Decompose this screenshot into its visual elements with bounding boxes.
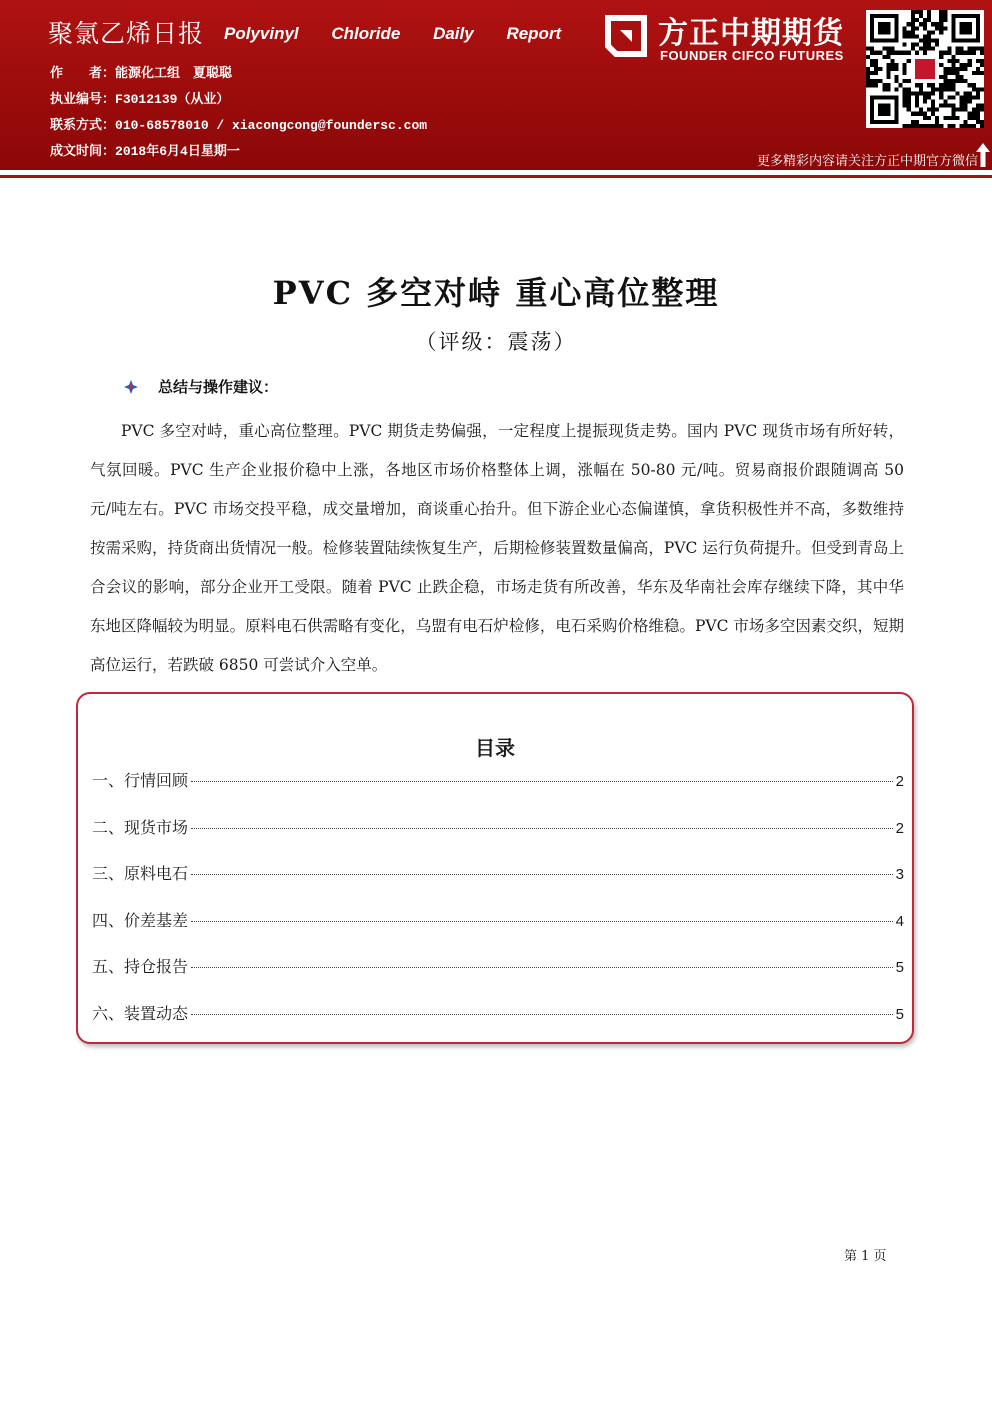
contact-line <box>50 114 427 133</box>
toc-item-page: 2 <box>895 773 904 790</box>
author-line <box>50 62 232 81</box>
header-title-en-word: Chloride <box>331 24 401 43</box>
toc-item-spot-market[interactable] <box>92 815 904 839</box>
founder-logo-icon <box>604 12 648 60</box>
page-number: 第 1 页 <box>844 1249 887 1264</box>
date-label: 成文时间： <box>50 144 116 159</box>
header-title-cn: 聚氯乙烯日报 <box>48 19 205 48</box>
summary-heading-text: 总结与操作建议： <box>158 378 279 396</box>
toc-item-page: 3 <box>895 866 904 883</box>
toc-item-label: 二、现货市场 <box>92 818 189 837</box>
contact-label: 联系方式： <box>50 118 116 133</box>
date-line <box>50 140 240 159</box>
date-value: 2018年6月4日星期一 <box>115 144 240 159</box>
toc-item-calcium-carbide[interactable] <box>92 861 904 885</box>
header-title-en-word: Report <box>506 24 562 43</box>
bullet-diamond-icon <box>124 380 138 394</box>
toc-leader-dots <box>191 781 893 782</box>
arrow-up-icon <box>975 142 991 168</box>
toc-leader-dots <box>191 921 893 922</box>
toc-item-label: 五、持仓报告 <box>92 957 189 976</box>
logo-name-cn: 方正中期期货 <box>658 16 844 51</box>
report-rating: （评级：震荡） <box>415 330 577 354</box>
license-line <box>50 88 229 107</box>
summary-heading <box>124 376 278 397</box>
toc-item-page: 5 <box>895 1006 904 1023</box>
header-divider <box>0 175 992 178</box>
toc-leader-dots <box>191 874 893 875</box>
license-label: 执业编号： <box>50 92 116 107</box>
toc-leader-dots <box>191 828 893 829</box>
summary-paragraph: PVC 多空对峙，重心高位整理。PVC 期货走势偏强，一定程度上提振现货走势。国内 PVC 现货市场有所好转，气氛回暖。PVC 生产企业报价稳中上涨，各地区市场价格整体上调，涨幅在 50-80 元/吨。贸易商报价跟随调高 50 元/吨左右。PVC 市场交投平稳，成交量增加，商谈重心抬升。但下游企业心态偏谨慎，拿货积极性并不高，多数维持按需采购，持货商出货情况一般。检修装置陆续恢复生产，后期检修装置数量偏高，PVC 运行负荷提升。但受到青岛上合会议的影响，部分企业开工受限。随着 PVC 止跌企稳，市场走货有所改善，华东及华南社会库存继续下降，其中华东地区降幅较为明显。原料电石供需略有变化，乌盟有电石炉检修，电石采购价格维稳。PVC 市场多空因素交织，短期高位运行，若跌破 6850 可尝试介入空单。 <box>90 422 904 674</box>
toc-item-label: 三、原料电石 <box>92 864 189 883</box>
toc-item-label: 四、价差基差 <box>92 911 189 930</box>
toc-title: 目录 <box>475 736 515 760</box>
contact-value: 010-68578010 / xiacongcong@foundersc.com <box>115 118 428 133</box>
follow-wechat-text: 更多精彩内容请关注方正中期官方微信 <box>756 154 978 169</box>
toc-item-plant-updates[interactable] <box>92 1001 904 1025</box>
toc-item-label: 一、行情回顾 <box>92 771 189 790</box>
toc-item-label: 六、装置动态 <box>92 1004 189 1023</box>
header-title-en-word: Daily <box>433 24 474 43</box>
wechat-qr-code-icon[interactable] <box>866 10 984 128</box>
toc-item-page: 4 <box>895 913 904 930</box>
author-value: 能源化工组 夏聪聪 <box>115 66 233 81</box>
table-of-contents <box>76 692 914 1044</box>
header-title-en <box>224 24 575 44</box>
author-label: 作 者： <box>50 66 116 81</box>
toc-item-page: 2 <box>895 820 904 837</box>
toc-item-market-review[interactable] <box>92 768 904 792</box>
header-title-en-word: Polyvinyl <box>224 24 299 43</box>
toc-leader-dots <box>191 967 893 968</box>
license-value: F3012139（从业） <box>115 92 230 107</box>
report-header-banner <box>0 0 992 170</box>
report-title: PVC 多空对峙 重心高位整理 <box>272 274 720 312</box>
toc-item-position-report[interactable] <box>92 954 904 978</box>
toc-item-page: 5 <box>895 959 904 976</box>
toc-leader-dots <box>191 1014 893 1015</box>
logo-name-en: FOUNDER CIFCO FUTURES <box>660 48 844 63</box>
toc-item-spread-basis[interactable] <box>92 908 904 932</box>
